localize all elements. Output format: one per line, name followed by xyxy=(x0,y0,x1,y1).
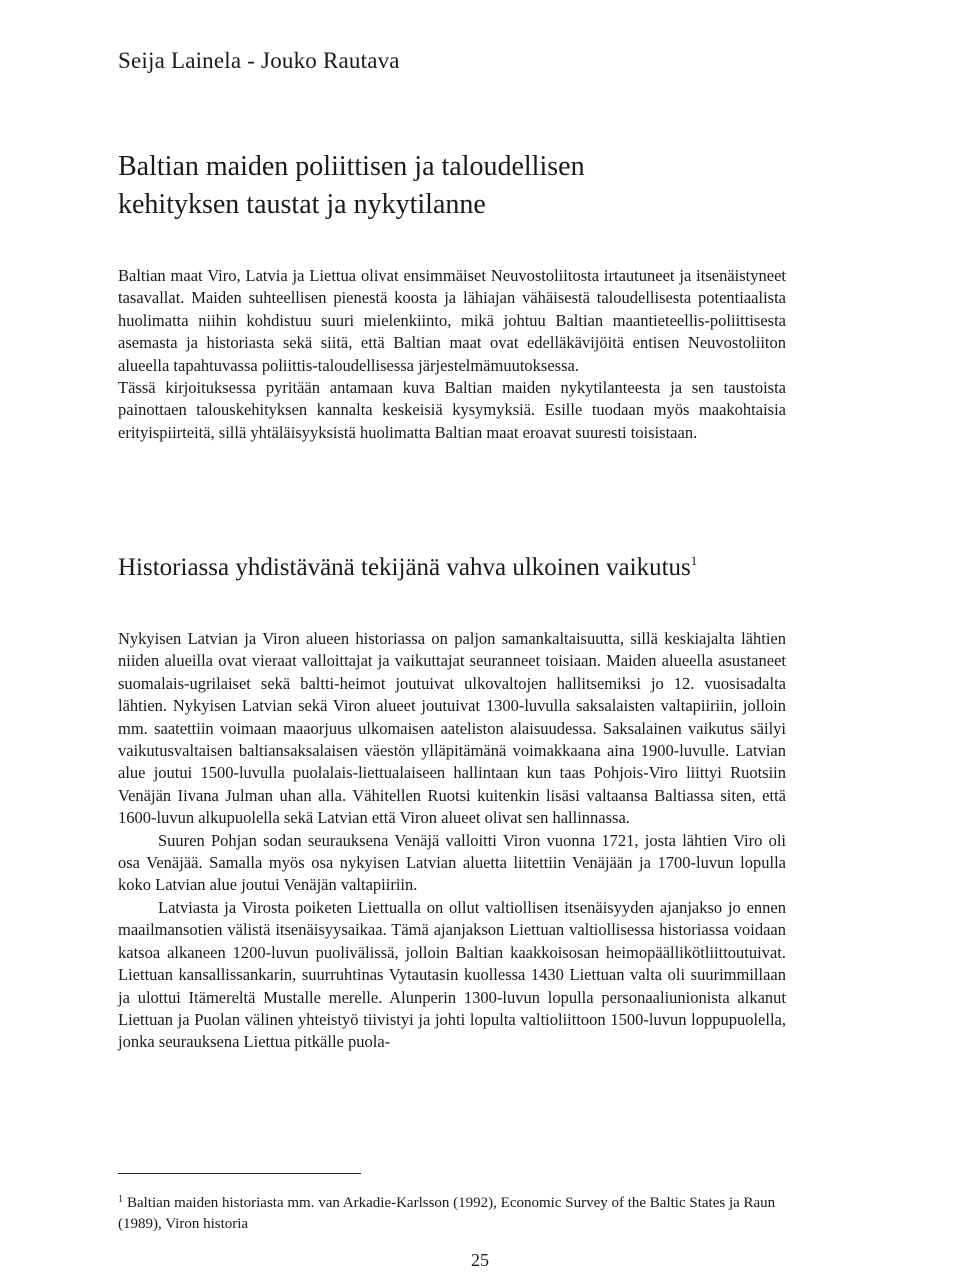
intro-paragraph: Tässä kirjoituksessa pyritään antamaan kuva Baltian maiden nykytilanteesta ja sen taustoista painottaen talouskehityksen kannalta keskeisiä kysymyksiä. Esille tuodaan myös maakohtaisia erityispiirteitä, sillä yhtäläisyyksistä huolimatta Baltian maat eroavat suuresti toisistaan. xyxy=(118,378,786,442)
footnote xyxy=(118,1189,786,1235)
history-paragraph: Nykyisen Latvian ja Viron alueen historiassa on paljon samankaltaisuutta, sillä keskiajalta lähtien niiden alueilla ovat vieraat valloittajat ja vaikuttajat seuranneet toisiaan. Maiden alueella asustaneet suomalais-ugrilaiset sekä baltti-heimot joutuivat ulkovaltojen hallitsemiksi jo 12. vuosisadalta lähtien. Nykyisen Latvian sekä Viron alueet joutuivat 1300-luvulla saksalaisten valtapiiriin, jolloin mm. saatettiin voimaan maaorjuus ulkomaisen aateliston alaisuudessa. Saksalainen vaikutus säilyi vaikutusvaltaisen baltiansaksalaisen väestön ylläpitämänä voimakkaana aina 1900-luvulle. Latvian alue joutui 1500-luvulla puolalais-liettualaiseen hallintaan kun taas Pohjois-Viro liittyi Ruotsiin Venäjän Iivana Julman uhan alla. Vähitellen Ruotsi kuitenkin lisäsi valtaansa Baltiassa siten, että 1600-luvun alkupuolella sekä Latvian että Viron alueet olivat sen hallinnassa. xyxy=(118,629,786,828)
history-section xyxy=(118,628,786,1054)
article-title-line-1: Baltian maiden poliittisen ja taloudellisen xyxy=(118,151,585,182)
footnote-text: Baltian maiden historiasta mm. van Arkadie-Karlsson (1992), Economic Survey of the Baltic States ja Raun (1989), Viron historia xyxy=(118,1195,776,1232)
history-paragraph: Suuren Pohjan sodan seurauksena Venäjä valloitti Viron vuonna 1721, josta lähtien Viro oli osa Venäjää. Samalla myös osa nykyisen Latvian aluetta liitettiin Venäjään ja 1700-luvun lopulla koko Latvian alue joutui Venäjän valtapiiriin. xyxy=(118,830,786,895)
history-paragraph: Latviasta ja Virosta poiketen Liettualla on ollut valtiollisen itsenäisyyden ajanjakso jo ennen maailmansotien välistä itsenäisyysaikaa. Tämä ajanjakson Liettuan valtiollisessa historiassa voidaan katsoa alkaneen 1200-luvun puolivälissä, jolloin Baltian kaakkoisosan heimopäällikötliittoutuivat. Liettuan kansallissankarin, suurruhtinas Vytautasin kuollessa 1430 Liettuan valta oli suurimmillaan ja ulottui Itämereltä Mustalle merelle. Alunperin 1300-luvun lopulla personaaliunionista alkanut Liettuan ja Puolan välinen yhteistyö tiivistyi ja johti lopulta valtioliittoon 1500-luvun loppupuolella, jonka seurauksena Liettua pitkälle puola- xyxy=(118,897,786,1052)
section-heading-text: Historiassa yhdistävänä tekijänä vahva ulkoinen vaikutus xyxy=(118,554,691,581)
author-names: Seija Lainela - Jouko Rautava xyxy=(118,48,400,73)
footnote-marker: 1 xyxy=(118,1194,123,1205)
footnote-reference[interactable]: 1 xyxy=(690,553,698,568)
footnote-divider xyxy=(118,1173,361,1174)
page-number: 25 xyxy=(471,1250,489,1270)
article-title-line-2: kehityksen taustat ja nykytilanne xyxy=(118,189,486,220)
intro-paragraph: Baltian maat Viro, Latvia ja Liettua olivat ensimmäiset Neuvostoliitosta irtautuneet ja itsenäistyneet tasavallat. Maiden suhteellisen pienestä koosta ja lähiajan vähäisestä taloudellisesta potentiaalista huolimatta niihin kohdistuu suuri mielenkiinto, mikä johtuu Baltian maantieteellis-poliittisesta asemasta ja historiasta sekä siitä, että Baltian maat ovat edelläkävijöitä entisen Neuvostoliiton alueella tapahtuvassa poliittis-taloudellisessa järjestelmämuutoksessa. xyxy=(118,266,786,375)
section-heading xyxy=(118,553,697,582)
intro-section xyxy=(118,265,786,444)
article-title xyxy=(118,148,838,224)
